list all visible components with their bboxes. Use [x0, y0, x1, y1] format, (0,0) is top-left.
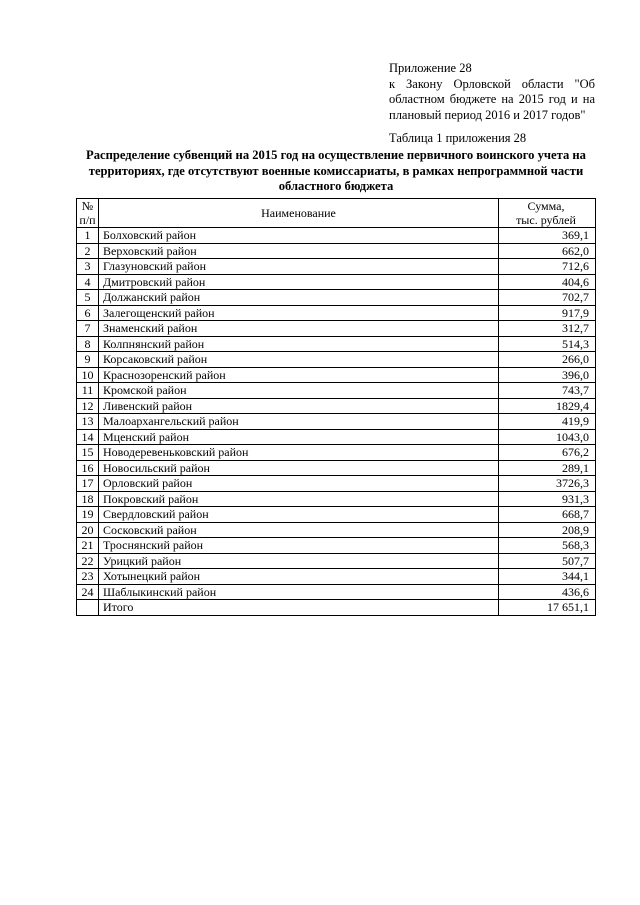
row-number: 2 — [77, 243, 99, 259]
subsidy-amount: 312,7 — [499, 321, 596, 337]
district-name: Залегощенский район — [99, 305, 499, 321]
row-number: 8 — [77, 336, 99, 352]
total-row — [77, 600, 596, 616]
table-row — [77, 507, 596, 523]
subsidy-amount: 568,3 — [499, 538, 596, 554]
table-row — [77, 290, 596, 306]
table-row — [77, 414, 596, 430]
district-name: Мценский район — [99, 429, 499, 445]
total-label: Итого — [99, 600, 499, 616]
row-number: 9 — [77, 352, 99, 368]
row-number: 14 — [77, 429, 99, 445]
subsidy-amount: 369,1 — [499, 228, 596, 244]
row-number: 17 — [77, 476, 99, 492]
district-name: Ливенский район — [99, 398, 499, 414]
subsidy-amount: 702,7 — [499, 290, 596, 306]
district-name: Урицкий район — [99, 553, 499, 569]
title-line1: Распределение субвенций на 2015 год на осуществление первичного воинского учета на — [86, 148, 586, 162]
row-number: 5 — [77, 290, 99, 306]
subsidy-amount: 662,0 — [499, 243, 596, 259]
title-line2: территориях, где отсутствуют военные комиссариаты, в рамках непрограммной части — [88, 163, 584, 178]
subsidy-amount: 436,6 — [499, 584, 596, 600]
header-number-symbol: № — [81, 199, 94, 213]
table-row — [77, 383, 596, 399]
table-row — [77, 243, 596, 259]
table-row — [77, 228, 596, 244]
header-sum-unit: тыс. рублей — [516, 213, 576, 227]
district-name: Знаменский район — [99, 321, 499, 337]
subsidy-amount: 917,9 — [499, 305, 596, 321]
total-number-cell — [77, 600, 99, 616]
district-name: Корсаковский район — [99, 352, 499, 368]
table-header-row — [77, 199, 596, 228]
subsidy-amount: 1829,4 — [499, 398, 596, 414]
subsidy-amount: 668,7 — [499, 507, 596, 523]
annex-law-line2: областном бюджете на 2015 год и на — [389, 92, 595, 106]
subsidy-amount: 419,9 — [499, 414, 596, 430]
header-sum-label: Сумма, — [527, 199, 565, 213]
district-name: Новодеревеньковский район — [99, 445, 499, 461]
row-number: 4 — [77, 274, 99, 290]
header-number-abbr: п/п — [79, 213, 96, 227]
district-name: Сосковский район — [99, 522, 499, 538]
table-row — [77, 367, 596, 383]
subsidy-amount: 507,7 — [499, 553, 596, 569]
table-row — [77, 259, 596, 275]
annex-law-line1: к Закону Орловской области "Об — [389, 76, 595, 91]
table-row — [77, 553, 596, 569]
table-row — [77, 522, 596, 538]
title-line3: областного бюджета — [278, 179, 394, 193]
subsidy-amount: 344,1 — [499, 569, 596, 585]
row-number: 1 — [77, 228, 99, 244]
header-sum — [499, 199, 596, 228]
row-number: 18 — [77, 491, 99, 507]
district-name: Новосильский район — [99, 460, 499, 476]
table-row — [77, 321, 596, 337]
district-name: Покровский район — [99, 491, 499, 507]
row-number: 6 — [77, 305, 99, 321]
row-number: 10 — [77, 367, 99, 383]
table-row — [77, 336, 596, 352]
subsidy-amount: 676,2 — [499, 445, 596, 461]
district-name: Дмитровский район — [99, 274, 499, 290]
district-name: Орловский район — [99, 476, 499, 492]
row-number: 3 — [77, 259, 99, 275]
row-number: 15 — [77, 445, 99, 461]
subsidy-amount: 266,0 — [499, 352, 596, 368]
table-row — [77, 476, 596, 492]
row-number: 20 — [77, 522, 99, 538]
subsidy-table — [76, 198, 596, 616]
subsidy-amount: 289,1 — [499, 460, 596, 476]
subsidy-amount: 3726,3 — [499, 476, 596, 492]
district-name: Должанский район — [99, 290, 499, 306]
row-number: 16 — [77, 460, 99, 476]
table-row — [77, 274, 596, 290]
district-name: Глазуновский район — [99, 259, 499, 275]
district-name: Колпнянский район — [99, 336, 499, 352]
district-name: Верховский район — [99, 243, 499, 259]
table-row — [77, 584, 596, 600]
header-name: Наименование — [99, 199, 499, 228]
annex-number: Приложение 28 — [389, 61, 472, 75]
subsidy-amount: 1043,0 — [499, 429, 596, 445]
district-name: Краснозоренский район — [99, 367, 499, 383]
subsidy-amount: 743,7 — [499, 383, 596, 399]
district-name: Болховский район — [99, 228, 499, 244]
document-title — [60, 148, 612, 195]
row-number: 7 — [77, 321, 99, 337]
row-number: 11 — [77, 383, 99, 399]
table-row — [77, 398, 596, 414]
table-reference: Таблица 1 приложения 28 — [389, 131, 527, 145]
header-number — [77, 199, 99, 228]
subsidy-amount: 712,6 — [499, 259, 596, 275]
table-row — [77, 569, 596, 585]
table-row — [77, 429, 596, 445]
table-row — [77, 305, 596, 321]
table-row — [77, 538, 596, 554]
row-number: 24 — [77, 584, 99, 600]
table-row — [77, 352, 596, 368]
table-row — [77, 445, 596, 461]
subsidy-amount: 396,0 — [499, 367, 596, 383]
table-row — [77, 460, 596, 476]
district-name: Шаблыкинский район — [99, 584, 499, 600]
subsidy-amount: 514,3 — [499, 336, 596, 352]
district-name: Кромской район — [99, 383, 499, 399]
row-number: 13 — [77, 414, 99, 430]
table-row — [77, 491, 596, 507]
annex-header — [389, 61, 595, 147]
table-body — [77, 228, 596, 600]
total-sum: 17 651,1 — [499, 600, 596, 616]
district-name: Малоархангельский район — [99, 414, 499, 430]
subsidy-amount: 208,9 — [499, 522, 596, 538]
district-name: Троснянский район — [99, 538, 499, 554]
annex-law-line3: плановый период 2016 и 2017 годов" — [389, 107, 586, 122]
district-name: Хотынецкий район — [99, 569, 499, 585]
row-number: 22 — [77, 553, 99, 569]
district-name: Свердловский район — [99, 507, 499, 523]
row-number: 21 — [77, 538, 99, 554]
subsidy-amount: 931,3 — [499, 491, 596, 507]
row-number: 19 — [77, 507, 99, 523]
subsidy-amount: 404,6 — [499, 274, 596, 290]
row-number: 12 — [77, 398, 99, 414]
row-number: 23 — [77, 569, 99, 585]
